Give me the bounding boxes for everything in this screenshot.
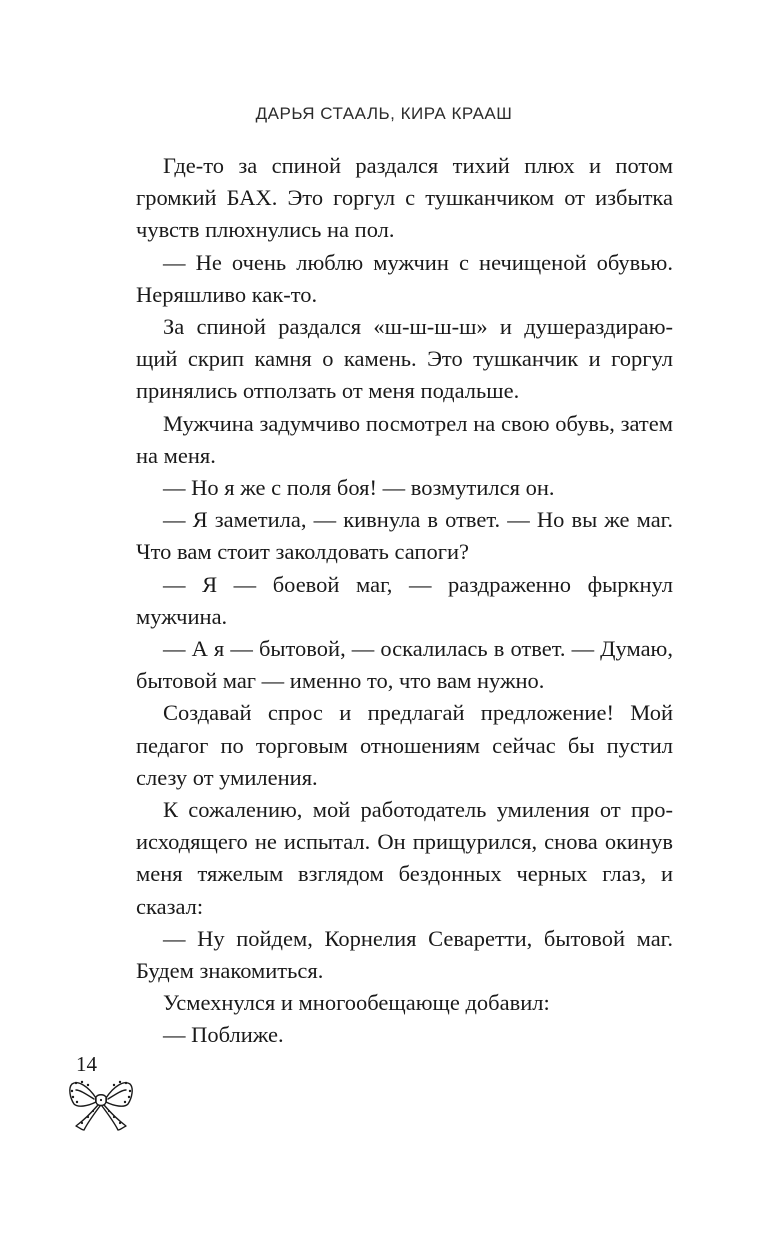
paragraph: — Не очень люблю мужчин с нечищеной обувью. Неряшливо как-то. (136, 249, 673, 307)
paragraph: — Ну пойдем, Корнелия Севаретти, бытовой маг. Будем знакомиться. (136, 925, 673, 984)
paragraph: Создавай спрос и предлагай предложение! Мой педагог по торговым отношениям сейчас бы пустил слезу от умиления. (136, 700, 673, 790)
paragraph: Мужчина задумчиво посмотрел на свою обувь, затем на меня. (136, 410, 673, 468)
running-head: ДАРЬЯ СТААЛЬ, КИРА КРААШ (255, 104, 513, 123)
paragraph: К сожалению, мой работодатель умиления от происходящего не испытал. Он прищурился, снова окинув меня тяжелым взглядом бездонных черных глаз, и сказал: (136, 797, 673, 919)
paragraph: — Я — боевой маг, — раздраженно фыркнул мужчина. (136, 571, 673, 629)
paragraph: За спиной раздался «ш-ш-ш-ш» и душераздирающий скрип камня о камень. Это тушканчик и горгул принялись отползать от меня подальше. (136, 314, 673, 404)
paragraph: — А я — бытовой, — оскалилась в ответ. — Думаю, бытовой маг — именно то, что вам нужно. (136, 636, 673, 694)
paragraph: Усмехнулся и многообещающе добавил: (163, 990, 550, 1016)
paragraph: — Я заметила, — кивнула в ответ. — Но вы же маг. Что вам стоит заколдовать сапоги? (136, 507, 673, 565)
paragraph: — Но я же с поля боя! — возмутился он. (163, 475, 555, 501)
paragraph: — Поближе. (163, 1022, 284, 1048)
page-number: 14 (76, 1052, 97, 1076)
body-text (136, 150, 673, 1052)
bow-icon (68, 1078, 134, 1132)
paragraph: Где-то за спиной раздался тихий плюх и потом громкий БАХ. Это горгул с тушканчиком от избытка чувств плюхнулись на пол. (136, 153, 673, 243)
